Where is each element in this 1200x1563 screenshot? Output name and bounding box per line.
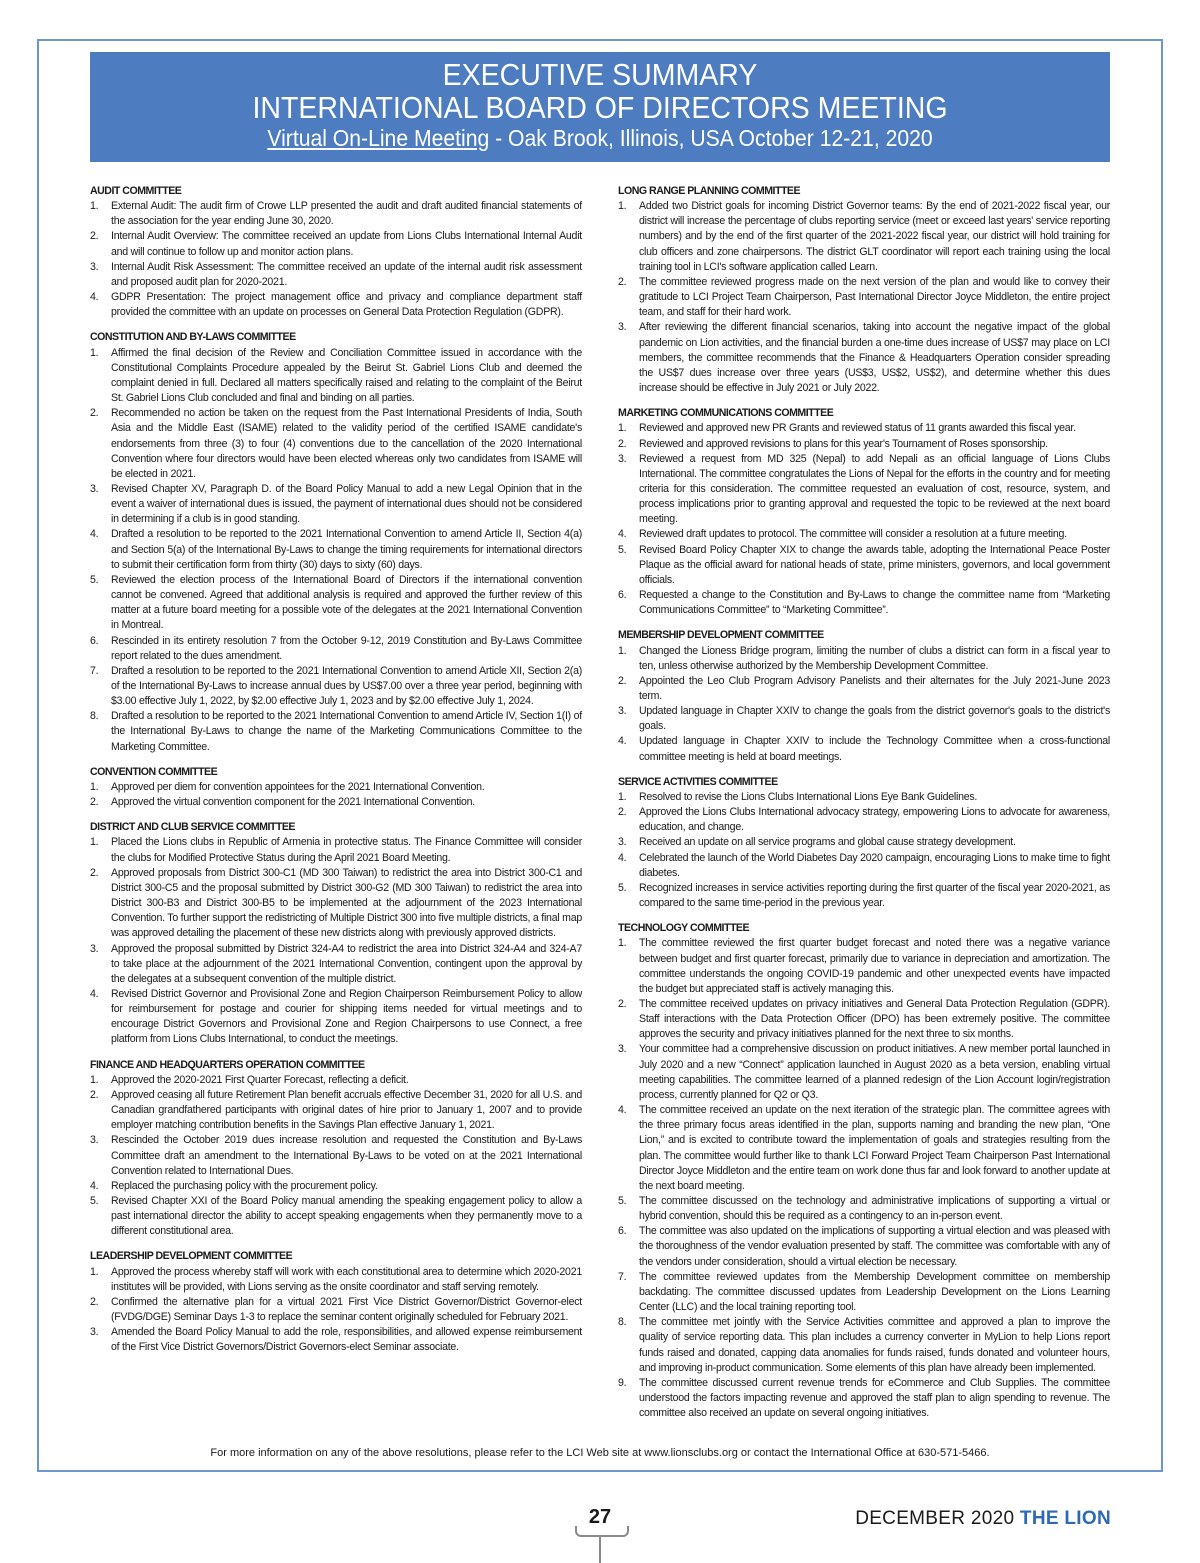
resolution-item [90,987,582,1048]
page-number: 27 [588,1506,612,1528]
item-number: 1. [618,790,627,803]
item-number: 4. [90,291,99,304]
resolution-item [618,452,1110,528]
resolution-item [90,866,582,942]
resolution-item [90,780,582,795]
item-number: 3. [90,1326,99,1339]
item-text: Your committee had a comprehensive discussion on product initiatives. A new member portal launched in July 2020 and a new “Connect” application launched in August 2020 as a beta version, enabling virtual meeting capabilities. The committee learned of a planned redesign of the Lion Account login/registration process, currently planned for Q2 or Q3. [639,1043,1110,1101]
item-number: 3. [618,452,627,465]
item-text: External Audit: The audit firm of Crowe LLP presented the audit and draft audited financial statements of the association for the year ending June 30, 2020. [111,200,582,228]
committee-heading: FINANCE AND HEADQUARTERS OPERATION COMMITTEE [90,1058,365,1071]
item-number: 8. [618,1316,627,1329]
item-text: Drafted a resolution to be reported to the 2021 International Convention to amend Article II, Section 4(a) and Section 5(a) of the International By-Laws to change the timing requirements for international directors to submit their certification form from thirty (30) days to sixty (60) days. [111,528,582,571]
item-number: 1. [90,1265,99,1278]
item-number: 3. [618,705,627,718]
item-number: 4. [90,528,99,541]
resolution-item [90,290,582,320]
item-text: The committee reviewed progress made on the next version of the plan and would like to convey their gratitude to LCI Project Team Chairperson, Past International Director Joyce Middleton, the entire project team, and staff for their hard work. [639,275,1110,319]
item-number: 7. [90,664,99,677]
item-text: Reviewed and approved new PR Grants and reviewed status of 11 grants awarded this fiscal year. [639,422,1076,435]
item-text: Rescinded in its entirety resolution 7 from the October 9-12, 2019 Constitution and By-Laws Committee report related to the dues amendment. [111,634,582,662]
left-column [90,184,582,1366]
item-text: Revised Board Policy Chapter XIX to change the awards table, adopting the International Peace Poster Plaque as the official award for national heads of state, prime ministers, governors, and local government officials. [639,543,1110,586]
page-number-stem [599,1535,601,1563]
item-text: Celebrated the launch of the World Diabetes Day 2020 campaign, encouraging Lions to make time to fight diabetes. [639,851,1110,879]
resolution-list [90,199,582,320]
item-text: Replaced the purchasing policy with the procurement policy. [111,1179,378,1192]
item-text: Drafted a resolution to be reported to the 2021 International Convention to amend Article XII, Section 2(a) of the International By-Laws to increase annual dues by US$7.00 over a three year period, beginning with $3.00 effective July 1, 2022, by $2.00 effective July 1, 2023 and by $2.00 effective July 1, 2024. [111,664,582,708]
item-number: 3. [90,260,99,273]
resolution-item [618,1194,1110,1224]
resolution-list [90,780,582,810]
resolution-item [90,406,582,482]
item-text: Internal Audit Risk Assessment: The committee received an update of the internal audit risk assessment and proposed audit plan for 2020-2021. [111,260,582,288]
page-number-bracket [575,1526,629,1537]
item-text: Rescinded the October 2019 dues increase resolution and requested the Constitution and By-Laws Committee draft an amendment to the International By-Laws to be voted on at the 2021 International Convention related to International Dues. [111,1134,582,1177]
item-number: 4. [90,987,99,1000]
resolution-item [618,674,1110,704]
resolution-item [90,1179,582,1194]
item-text: Confirmed the alternative plan for a virtual 2021 First Vice District Governor/District Governor-elect (FVDG/DGE) Seminar Days 1-3 to replace the seminar content originally scheduled for February 2021. [111,1295,582,1324]
item-text: Reviewed draft updates to protocol. The committee will consider a resolution at a future meeting. [639,528,1067,541]
title-line-2: INTERNATIONAL BOARD OF DIRECTORS MEETING [252,90,948,125]
item-number: 1. [618,937,627,950]
committee-section [90,765,582,810]
issue-line [855,1508,1111,1530]
resolution-item [618,936,1110,997]
item-text: Approved per diem for convention appointees for the 2021 International Convention. [111,780,485,793]
item-number: 6. [618,589,627,602]
resolution-list [618,644,1110,765]
item-text: The committee discussed current revenue trends for eCommerce and Club Supplies. The committee understood the factors impacting revenue and approved the staff plan to align spending to revenue. The committee also received an update on several ongoing initiatives. [639,1376,1110,1420]
committee-heading: CONVENTION COMMITTEE [90,765,218,778]
item-number: 8. [90,710,99,723]
item-number: 2. [90,1295,99,1308]
item-number: 1. [90,200,99,213]
item-text: Approved proposals from District 300-C1 (MD 300 Taiwan) to redistrict the area into District 300-C1 and District 300-C5 and the proposal submitted by District 300-G2 (MD 300 Taiwan) to redistrict the area into District 300-B3 and District 300-B5 to be implemented at the adjournment of the 2023 International Convention. To further support the redistricting of Multiple District 300 into five multiple districts, a final map was approved detailing the placement of these new districts along with previously approved districts. [111,866,582,940]
committee-heading: LONG RANGE PLANNING COMMITTEE [618,185,801,197]
resolution-item [90,634,582,664]
resolution-list [618,199,1110,396]
resolution-item [90,1295,582,1325]
item-number: 2. [618,806,627,819]
item-text: The committee reviewed updates from the Membership Development committee on membership backdating. The committee discussed updates from Leadership Development on the Lions Learning Center (LLC) and the local training reporting tool. [639,1270,1110,1314]
item-number: 7. [618,1270,627,1283]
item-number: 1. [90,780,99,793]
item-text: Approved the 2020-2021 First Quarter Forecast, reflecting a deficit. [111,1073,409,1086]
committee-heading: MARKETING COMMUNICATIONS COMMITTEE [618,407,834,420]
item-text: Placed the Lions clubs in Republic of Armenia in protective status. The Finance Committee will consider the clubs for Modified Protective Status during the April 2021 Board Meeting. [111,836,582,864]
resolution-item [618,790,1110,805]
resolution-list [90,346,582,755]
committee-section [618,775,1110,911]
resolution-item [90,229,582,259]
resolution-item [618,275,1110,320]
resolution-item [618,1042,1110,1103]
resolution-list [618,790,1110,911]
item-text: Reviewed a request from MD 325 (Nepal) to add Nepali as an official language of Lions Clubs International. The committee congratulates the Lions of Nepal for the efforts in the country and for meeting criteria for this consideration. The committee requested an evaluation of cost, resource, system, and process implications prior to granting approval and requested the topic to be reviewed at the next board meeting. [639,452,1110,526]
resolution-item [90,1265,582,1295]
resolution-item [618,421,1110,436]
item-number: 2. [618,997,627,1010]
item-text: Recommended no action be taken on the request from the Past International Presidents of India, South Asia and the Middle East (ISAME) related to the validity period of the certified ISAME candidate's endorsements from three (3) to four (4) conventions due to the cancellation of the 2020 International Convention where four directors would have been elected whereas only two candidates from ISAME will be elected in 2021. [111,407,582,480]
resolution-item [618,199,1110,275]
item-number: 5. [618,543,627,556]
item-text: Internal Audit Overview: The committee received an update from Lions Clubs International Internal Audit and will continue to follow up and monitor action plans. [111,230,582,258]
committee-section [90,1249,582,1355]
item-text: Approved the process whereby staff will work with each constitutional area to determine which 2020-2021 institutes will be provided, with Lions serving as the onsite coordinator and staff serving remotely. [111,1265,582,1293]
resolution-item [618,1315,1110,1376]
item-number: 4. [618,1104,627,1117]
resolution-item [90,1194,582,1239]
item-text: The committee was also updated on the implications of supporting a virtual election and was pleased with the thoroughness of the vendor evaluation presented by staff. The committee was comfortable with any of the vendors under consideration, should a virtual election be necessary. [639,1225,1110,1268]
item-text: Approved ceasing all future Retirement Plan benefit accruals effective December 31, 2020 for all U.S. and Canadian grandfathered participants with original dates of hire prior to January 1, 2007 and to provide employer matching contribution benefits in the Savings Plan effective January 1, 2021. [111,1088,582,1132]
committee-heading: TECHNOLOGY COMMITTEE [618,922,750,935]
footer-note: For more information on any of the above resolutions, please refer to the LCI Web site at www.lionsclubs.org or contact the International Office at 630-571-5466. [210,1447,990,1459]
resolution-item [618,704,1110,734]
resolution-item [618,734,1110,764]
resolution-item [618,997,1110,1042]
item-number: 4. [90,1179,99,1192]
item-text: Approved the Lions Clubs International advocacy strategy, empowering Lions to advocate for awareness, education, and change. [639,806,1110,834]
item-number: 5. [618,1195,627,1207]
committee-heading: DISTRICT AND CLUB SERVICE COMMITTEE [90,821,295,834]
title-line-1: EXECUTIVE SUMMARY [442,57,758,92]
item-number: 1. [618,422,627,435]
committee-heading: AUDIT COMMITTEE [90,185,182,197]
item-number: 2. [90,796,99,809]
item-number: 4. [618,735,627,748]
item-number: 3. [90,1134,99,1147]
item-number: 5. [618,881,627,894]
committee-section [90,820,582,1047]
resolution-item [618,1224,1110,1269]
item-text: Received an update on all service programs and global cause strategy development. [639,836,1016,849]
item-text: Revised Chapter XXI of the Board Policy manual amending the speaking engagement policy to allow a past international director the ability to accept speaking engagements when they permanently move to a different constitutional area. [111,1195,582,1238]
resolution-item [90,573,582,634]
resolution-item [90,260,582,290]
resolution-item [618,437,1110,452]
resolution-item [90,1325,582,1355]
item-text: Requested a change to the Constitution and By-Laws to change the committee name from “Marketing Communications Committee” to “Marketing Committee”. [639,589,1110,617]
item-text: Recognized increases in service activities reporting during the first quarter of the fiscal year 2020-2021, as compared to the same time-period in the previous year. [639,881,1110,910]
item-text: The committee reviewed the first quarter budget forecast and noted there was a negative variance between budget and first quarter forecast, primarily due to variance in depreciation and amortization. The committee understands the ongoing COVID-19 pandemic and other unexpected events have impacted the budget but appreciated staff is actively managing this. [639,937,1110,995]
item-number: 1. [90,1073,99,1086]
resolution-item [90,835,582,865]
committee-section [618,921,1110,1421]
item-number: 1. [618,200,627,213]
resolution-item [618,805,1110,835]
item-text: Resolved to revise the Lions Clubs International Lions Eye Bank Guidelines. [639,790,978,803]
item-number: 9. [618,1376,627,1389]
resolution-item [90,1088,582,1133]
item-number: 3. [618,836,627,849]
item-text: Updated language in Chapter XXIV to include the Technology Committee when a cross-functional committee meeting is held at board meetings. [639,735,1110,763]
item-text: Affirmed the final decision of the Review and Conciliation Committee issued in accordance with the Constitutional Complaints Procedure appealed by the Beirut St. Gabriel Lions Club and deemed the complaint denied in full. Declared all matters specifically raised and relating to the complaint of the Beirut St. Gabriel Lions Club concluded and final and binding on all parties. [111,346,582,405]
resolution-list [90,835,582,1047]
resolution-item [618,851,1110,881]
item-number: 2. [90,230,99,243]
item-text: Approved the proposal submitted by District 324-A4 to redistrict the area into District 324-A4 and 324-A7 to take place at the adjournment of the 2021 International Convention, contingent upon the approval by the delegates at a subsequent convention of the multiple district. [111,942,582,985]
resolution-item [90,795,582,810]
resolution-item [618,881,1110,911]
item-number: 2. [618,275,627,288]
item-text: Amended the Board Policy Manual to add the role, responsibilities, and allowed expense reimbursement of the First Vice District Governors/District Governors-elect Seminar associate. [111,1326,582,1354]
resolution-item [618,588,1110,618]
item-text: Reviewed and approved revisions to plans for this year's Tournament of Roses sponsorship. [639,437,1048,450]
committee-section [618,628,1110,764]
item-number: 4. [618,528,627,541]
item-text: The committee met jointly with the Service Activities committee and approved a plan to improve the quality of service reporting data. This plan includes a currency converter in MyLion to help Lions report funds raised and donated, capping data anomalies for funds raised, funds donated and volunteer hours, and improving in-product communication. Some elements of this plan have already been implemented. [639,1316,1110,1374]
resolution-item [90,664,582,709]
item-number: 2. [90,1088,99,1101]
item-number: 1. [618,644,627,657]
item-number: 1. [90,836,99,849]
title-banner [90,52,1110,162]
resolution-item [618,1376,1110,1421]
item-text: Drafted a resolution to be reported to the 2021 International Convention to amend Article IV, Section 1(I) of the International By-Laws to change the name of the Marketing Communications Committee to the Marketing Committee. [111,710,582,753]
item-text: Added two District goals for incoming District Governor teams: By the end of 2021-2022 fiscal year, our district will increase the percentage of clubs reporting service (meet or exceed last years' service reporting numbers) and by the end of the first quarter of the 2021-2022 fiscal year, our district will hold training for club officers and zone chairpersons. The district GLT coordinator will report each training using the local training tool in LCI's software application called Learn. [639,200,1110,273]
resolution-item [618,543,1110,588]
item-number: 3. [90,942,99,955]
resolution-list [618,936,1110,1421]
item-number: 6. [90,634,99,647]
item-number: 2. [90,407,99,420]
item-number: 2. [618,674,627,687]
committee-section [90,184,582,320]
committee-section [618,406,1110,618]
item-number: 6. [618,1225,627,1238]
resolution-item [618,1103,1110,1194]
magazine-name: THE LION [1019,1508,1111,1529]
item-text: Revised District Governor and Provisional Zone and Region Chairperson Reimbursement Policy to allow for reimbursement for postage and courier for shipping items needed for virtual meetings and to encourage District Governors and Provisional Zone and Region Chairpersons to use Connect, a free platform from Lions Clubs International, to conduct the meetings. [111,987,582,1046]
meeting-type: Virtual On-Line Meeting [267,125,490,151]
resolution-item [618,835,1110,850]
resolution-item [90,709,582,754]
resolution-item [90,942,582,987]
committee-heading: SERVICE ACTIVITIES COMMITTEE [618,775,778,788]
resolution-item [90,527,582,572]
resolution-list [90,1265,582,1356]
resolution-item [618,644,1110,674]
resolution-item [90,1133,582,1178]
meeting-subtitle [131,124,1069,152]
committee-heading: LEADERSHIP DEVELOPMENT COMMITTEE [90,1250,293,1263]
committee-section [90,330,582,754]
item-text: After reviewing the different financial scenarios, taking into account the negative impact of the global pandemic on Lion activities, and the financial burden a one-time dues increase of US$7 may place on LCI members, the committee recommends that the Finance & Headquarters Operation consider spreading the US$7 dues increase over three years (US$3, US$2, US$2), and determine whether this dues increase should be effective in July 2021 or July 2022. [639,321,1110,395]
resolution-item [90,346,582,407]
resolution-item [90,482,582,527]
item-text: Appointed the Leo Club Program Advisory Panelists and their alternates for the July 2021-June 2023 term. [639,674,1110,702]
item-number: 4. [618,851,627,864]
committee-section [90,1058,582,1240]
item-text: Revised Chapter XV, Paragraph D. of the Board Policy Manual to add a new Legal Opinion that in the event a waiver of international dues is issued, the payment of international dues should not be considered in determining if a club is in good standing. [111,482,582,526]
item-text: The committee received updates on privacy initiatives and General Data Protection Regulation (GDPR). Staff interactions with the Data Protection Officer (DPO) has been extremely positive. The committee approves the security and privacy initiatives planned for the next three to six months. [639,997,1110,1041]
item-number: 1. [90,346,99,359]
resolution-list [618,421,1110,618]
item-number: 2. [618,437,627,450]
item-number: 3. [90,482,99,495]
item-number: 3. [618,1043,627,1056]
item-number: 5. [90,1195,99,1207]
resolution-item [90,199,582,229]
committee-heading: CONSTITUTION AND BY-LAWS COMMITTEE [90,331,296,344]
item-text: GDPR Presentation: The project management office and privacy and compliance department staff provided the committee with an update on processes on General Data Protection Regulation (GDPR). [111,291,582,319]
item-text: Approved the virtual convention component for the 2021 International Convention. [111,796,475,809]
resolution-item [90,1073,582,1088]
resolution-item [618,320,1110,396]
resolution-item [618,1270,1110,1315]
issue-date: DECEMBER 2020 [855,1508,1015,1529]
item-number: 5. [90,573,99,586]
right-column [618,184,1110,1431]
item-number: 3. [618,321,627,334]
resolution-list [90,1073,582,1240]
item-number: 2. [90,866,99,879]
item-text: The committee discussed on the technology and administrative implications of supporting a virtual or hybrid convention, should this be required as a contingency to an in-person event. [639,1195,1110,1223]
item-text: Changed the Lioness Bridge program, limiting the number of clubs a district can form in a fiscal year to ten, unless otherwise authorized by the Membership Development Committee. [639,644,1110,672]
item-text: The committee received an update on the next iteration of the strategic plan. The committee agrees with the three primary focus areas identified in the plan, supports naming and branding the new plan, “One Lion,” and is excited to contribute toward the implementation of goals and strategies resulting from the plan. The committee would further like to thank LCI Forward Project Team Chairperson Past International Director Joyce Middleton and the entire team on work done thus far and look forward to another update at the next board meeting. [639,1104,1110,1192]
committee-heading: MEMBERSHIP DEVELOPMENT COMMITTEE [618,629,824,642]
item-text: Updated language in Chapter XXIV to change the goals from the district governor's goals to the district's goals. [639,705,1110,733]
committee-section [618,184,1110,396]
meeting-place-date: - Oak Brook, Illinois, USA October 12-21, 2020 [489,125,933,151]
item-text: Reviewed the election process of the International Board of Directors if the international convention cannot be convened. Agreed that additional analysis is required and approved the further review of this matter at a future board meeting for a possible vote of the delegates at the 2021 International Convention in Montreal. [111,573,582,632]
resolution-item [618,527,1110,542]
